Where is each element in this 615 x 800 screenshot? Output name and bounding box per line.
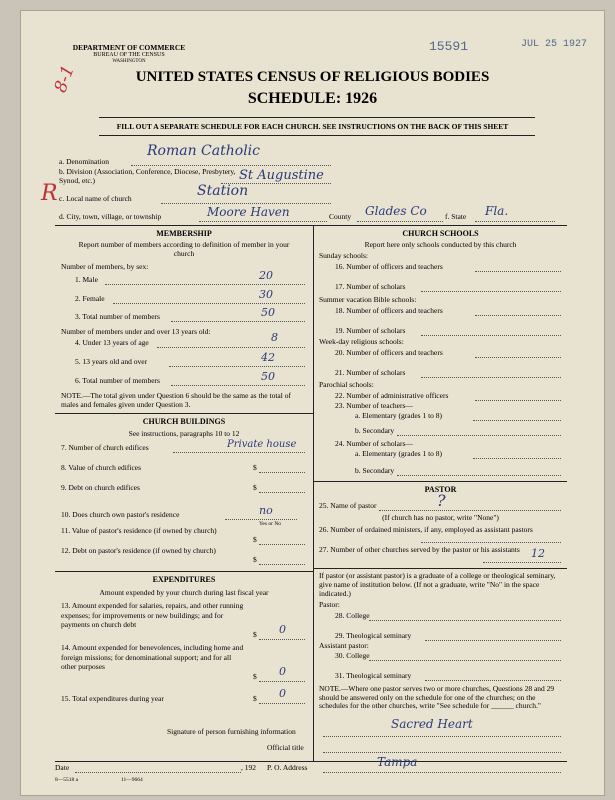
q25-line — [379, 510, 561, 511]
q27-line — [483, 562, 561, 563]
po-address-label: P. O. Address — [267, 763, 308, 772]
stamp-date: JUL 25 1927 — [521, 39, 588, 50]
instruction-rule — [99, 135, 535, 136]
official-title-line — [323, 752, 561, 753]
q30-line — [369, 660, 561, 661]
q17-label: 17. Number of scholars — [335, 282, 406, 291]
q8-line — [259, 472, 305, 473]
q18-line — [475, 315, 561, 316]
division-value: St Augustine — [239, 168, 324, 183]
city-value: Moore Haven — [207, 205, 290, 219]
q15-dollar: $ — [253, 694, 257, 703]
po-address-value: Tampa — [377, 755, 418, 769]
membership-note: NOTE.—The total given under Question 6 should be the same as the total of males and females given under Question 3. — [61, 391, 291, 409]
q15-label: 15. Total expenditures during year — [61, 694, 164, 703]
date-line — [75, 772, 241, 773]
city-label: d. City, town, village, or township — [59, 212, 162, 221]
q3-value: 50 — [261, 306, 275, 319]
q3-line — [171, 321, 305, 322]
state-value: Fla. — [485, 204, 509, 218]
q28-label: 28. College — [335, 611, 370, 620]
q30-label: 30. College — [335, 651, 370, 660]
q29-line — [425, 640, 561, 641]
pastor-heading: PASTOR — [424, 485, 457, 494]
expenditures-heading: EXPENDITURES — [152, 575, 216, 584]
date-year: , 192 — [241, 763, 256, 772]
q20-label: 20. Number of officers and teachers — [335, 348, 443, 357]
q6-value: 50 — [261, 370, 275, 383]
date-label: Date — [55, 763, 70, 772]
by-sex-label: Number of members, by sex: — [61, 262, 149, 271]
q9-dollar: $ — [253, 483, 257, 492]
county-line — [357, 221, 443, 222]
q25-value: ? — [437, 491, 446, 510]
q25-label: 25. Name of pastor — [319, 501, 377, 510]
q23b-label: b. Secondary — [355, 426, 395, 435]
denomination-line — [131, 165, 331, 166]
schools-heading: CHURCH SCHOOLS — [402, 229, 479, 238]
membership-intro: Report number of members according to definition of member in your church — [78, 240, 290, 258]
q4-label: 4. Under 13 years of age — [75, 338, 149, 347]
signature-label: Signature of person furnishing information — [167, 727, 296, 736]
q9-line — [259, 492, 305, 493]
q11-line — [259, 544, 305, 545]
buildings-heading: CHURCH BUILDINGS — [142, 417, 226, 426]
q9-label: 9. Debt on church edifices — [61, 483, 140, 492]
q26-label: 26. Number of ordained ministers, if any, employed as assistant pastors — [319, 525, 533, 534]
q28-line — [369, 620, 561, 621]
stamp-number: 15591 — [429, 39, 469, 54]
q13-value: 0 — [279, 623, 286, 636]
parochial-label: Parochial schools: — [319, 380, 374, 389]
department-name: DEPARTMENT OF COMMERCE — [72, 43, 186, 52]
expenditures-sub: Amount expended by your church during last fiscal year — [99, 588, 269, 597]
q8-dollar: $ — [253, 463, 257, 472]
q5-value: 42 — [261, 351, 275, 364]
q4-line — [157, 347, 305, 348]
q20-line — [475, 357, 561, 358]
pastor-rule — [314, 568, 567, 569]
frame-top — [55, 225, 567, 226]
q10-label: 10. Does church own pastor's residence — [61, 510, 180, 519]
q5-line — [169, 366, 305, 367]
q8-label: 8. Value of church edifices — [61, 463, 142, 472]
college-note: If pastor (or assistant pastor) is a graduate of a college or theological seminary, give name of institution below. (If not a graduate, write "No" in the space indicated.) — [319, 571, 556, 598]
schools-rule — [314, 481, 567, 482]
local-name-value: Station — [197, 183, 249, 199]
q7-line — [173, 452, 305, 453]
q10-line — [225, 519, 297, 520]
q11-label: 11. Value of pastor's residence (if owned by church) — [61, 526, 217, 535]
q1-value: 20 — [259, 269, 273, 282]
q13-dollar: $ — [253, 630, 257, 639]
q1-line — [105, 284, 305, 285]
q7-value: Private house — [227, 439, 297, 450]
q16-line — [475, 271, 561, 272]
q13-label: 13. Amount expended for salaries, repairs, and other running expenses; for improvements or new buildings; and for payments on church debt — [61, 601, 244, 629]
buildings-rule — [55, 571, 313, 572]
q14-label: 14. Amount expended for benevolences, including home and foreign missions; for denominational support; and for all other purposes — [61, 643, 244, 671]
q6-label: 6. Total number of members — [75, 376, 160, 385]
q25-note: (If church has no pastor, write "None") — [382, 513, 499, 522]
q14-value: 0 — [279, 665, 286, 678]
q14-dollar: $ — [253, 672, 257, 681]
q23-label: 23. Number of teachers— — [335, 401, 413, 410]
q15-value: 0 — [279, 687, 286, 700]
q23b-line — [397, 435, 561, 436]
q7-label: 7. Number of church edifices — [61, 443, 149, 452]
county-label: County — [329, 212, 352, 221]
margin-mark-r: R — [41, 181, 58, 206]
signature-value: Sacred Heart — [391, 717, 473, 731]
q23a-label: a. Elementary (grades 1 to 8) — [355, 411, 443, 420]
q2-value: 30 — [259, 288, 273, 301]
q2-label: 2. Female — [75, 294, 105, 303]
q21-label: 21. Number of scholars — [335, 368, 406, 377]
q29-label: 29. Theological seminary — [335, 631, 412, 640]
q1-label: 1. Male — [75, 275, 98, 284]
q17-line — [421, 291, 561, 292]
q24b-line — [397, 475, 561, 476]
pastor-note: NOTE.—Where one pastor serves two or more churches, Questions 28 and 29 should be answered only on the schedule for one of the churches; on the schedules for the other churches, write "See schedule for ______ church." — [319, 684, 555, 710]
asst-label: Assistant pastor: — [319, 641, 369, 650]
q11-dollar: $ — [253, 535, 257, 544]
q13-line — [259, 639, 305, 640]
title-rule — [99, 117, 535, 118]
q31-line — [425, 680, 561, 681]
q22-label: 22. Number of administrative officers — [335, 391, 449, 400]
q12-line — [259, 564, 305, 565]
q6-line — [171, 385, 305, 386]
q4-value: 8 — [271, 331, 278, 344]
buildings-sub: See instructions, paragraphs 10 to 12 — [128, 429, 240, 438]
q24a-label: a. Elementary (grades 1 to 8) — [355, 449, 443, 458]
local-name-line — [161, 203, 331, 204]
official-title-label: Official title — [267, 743, 304, 752]
division-label: b. Division (Association, Conference, Diocese, Presbytery, Synod, etc.) — [59, 167, 236, 185]
bureau-name: BUREAU OF THE CENSUS — [93, 52, 165, 58]
q15-line — [259, 703, 305, 704]
q19-line — [421, 335, 561, 336]
q31-label: 31. Theological seminary — [335, 671, 412, 680]
membership-heading: MEMBERSHIP — [156, 229, 212, 238]
form-title: UNITED STATES CENSUS OF RELIGIOUS BODIES — [135, 69, 490, 85]
form-number: 8—5518 a — [55, 777, 79, 783]
membership-rule — [55, 413, 313, 414]
print-number: 11—9664 — [121, 777, 143, 783]
state-label: f. State — [445, 212, 467, 221]
q27-label: 27. Number of other churches served by the pastor or his assistants — [319, 545, 520, 554]
pastor-sub-label: Pastor: — [319, 600, 340, 609]
q14-line — [259, 681, 305, 682]
q19-label: 19. Number of scholars — [335, 326, 406, 335]
denomination-value: Roman Catholic — [147, 143, 260, 159]
q23a-line — [473, 420, 561, 421]
county-value: Glades Co — [365, 204, 427, 218]
census-schedule-page — [20, 10, 605, 796]
form-subtitle: SCHEDULE: 1926 — [247, 90, 378, 107]
yes-no-hint: Yes or No — [259, 521, 282, 527]
q10-value: no — [259, 504, 273, 517]
q16-label: 16. Number of officers and teachers — [335, 262, 443, 271]
signature-line — [323, 736, 561, 737]
instruction-line: FILL OUT A SEPARATE SCHEDULE FOR EACH CHURCH. SEE INSTRUCTIONS ON THE BACK OF THIS SHEET — [116, 122, 509, 131]
weekday-label: Week-day religious schools: — [319, 337, 404, 346]
q18-label: 18. Number of officers and teachers — [335, 306, 443, 315]
q21-line — [421, 377, 561, 378]
q12-label: 12. Debt on pastor's residence (if owned by church) — [61, 546, 216, 555]
q26-line — [421, 542, 561, 543]
city-line — [199, 221, 327, 222]
sunday-label: Sunday schools: — [319, 251, 368, 260]
q2-line — [113, 303, 305, 304]
q27-value: 12 — [531, 547, 545, 560]
q12-dollar: $ — [253, 555, 257, 564]
summer-label: Summer vacation Bible schools: — [319, 295, 417, 304]
denomination-label: a. Denomination — [59, 157, 109, 166]
q5-label: 5. 13 years old and over — [75, 357, 148, 366]
frame-bottom — [55, 761, 567, 762]
q22-line — [475, 400, 561, 401]
state-line — [475, 221, 555, 222]
q24-label: 24. Number of scholars— — [335, 439, 413, 448]
margin-mark: 8-1 — [50, 62, 79, 96]
schools-sub: Report here only schools conducted by this church — [364, 240, 517, 249]
bureau-city: WASHINGTON — [112, 59, 146, 64]
local-name-label: c. Local name of church — [59, 194, 132, 203]
po-address-line — [323, 772, 561, 773]
q24b-label: b. Secondary — [355, 466, 395, 475]
age-heading: Number of members under and over 13 years old: — [61, 327, 211, 336]
q24a-line — [473, 458, 561, 459]
q3-label: 3. Total number of members — [75, 312, 160, 321]
